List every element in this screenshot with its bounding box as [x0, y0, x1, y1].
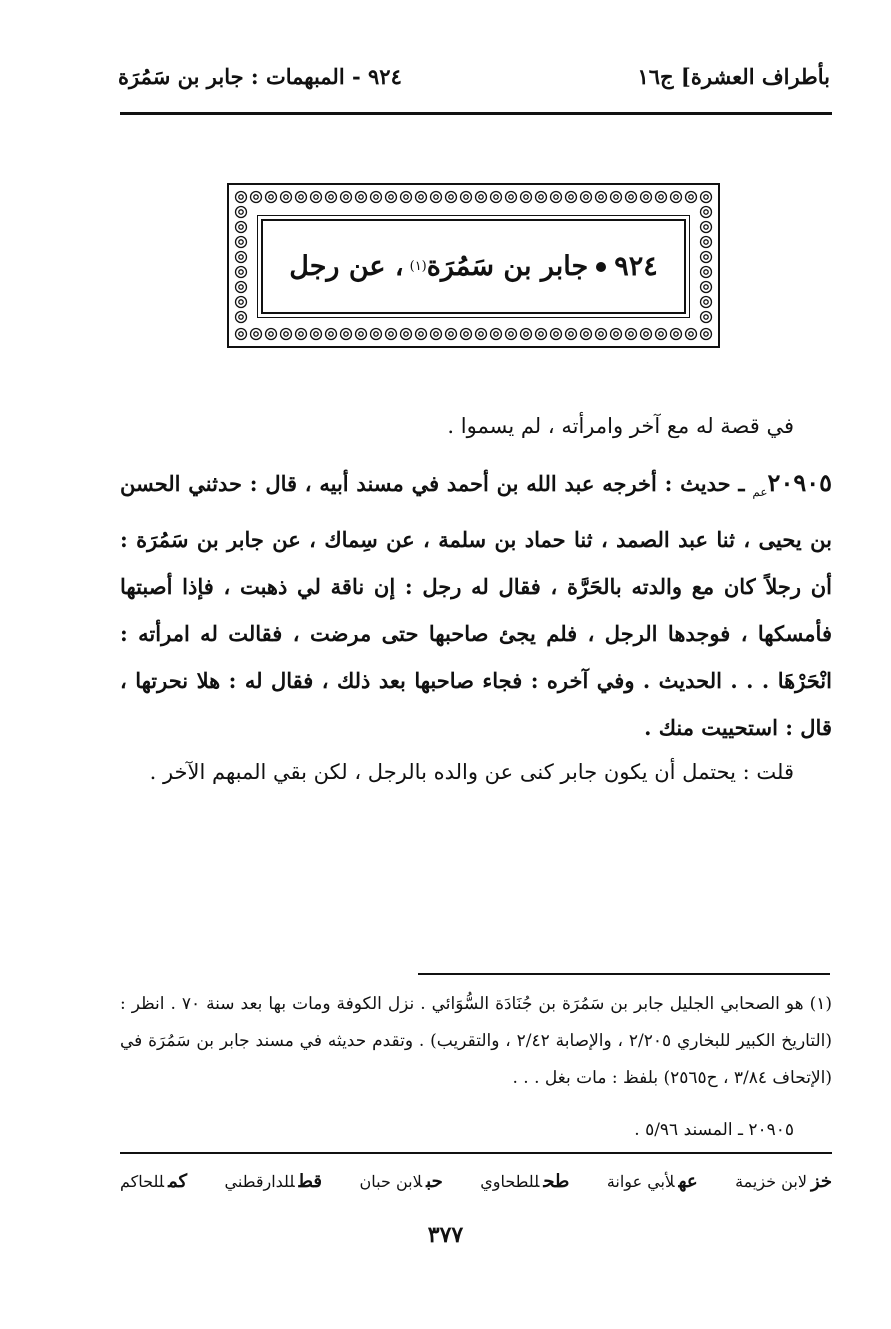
ornamental-title-frame [227, 183, 720, 348]
siglum-item: عهلأبي عوانة [606, 1170, 698, 1192]
siglum-item: حبلابن حبان [359, 1170, 443, 1192]
bullet-icon [596, 262, 606, 272]
section-number: ٩٢٤ [614, 251, 658, 282]
running-header-section: ٩٢٤ - المبهمات : جابر بن سَمُرَة [118, 63, 402, 89]
siglum-item: كمللحاكم [120, 1170, 188, 1192]
sigla-legend [120, 1163, 832, 1199]
siglum-item: طحللطحاوي [480, 1170, 570, 1192]
header-rule [120, 112, 832, 115]
section-title: ٩٢٤ جابر بن سَمُرَة (١) ، عن رجل [261, 219, 686, 314]
intro-text: في قصة له مع آخر وامرأته ، لم يسموا . [447, 414, 794, 438]
section-title-suffix: ، عن رجل [289, 251, 404, 282]
section-title-name: جابر بن سَمُرَة [426, 251, 589, 282]
footnote-text: (١) هو الصحابي الجليل جابر بن سَمُرَة بن جُنَادَة السُّوَائي . نزل الكوفة ومات بها بعد سنة ٧٠ . انظر : (التاريخ الكبير للبخاري ٢/٢٠٥ ، والإصابة ٢/٤٢ ، والتقريب) . وتقدم حديثه في مسند جابر بن سَمُرَة في (الإتحاف ٣/٨٤ ، ح٢٥٦٥) بلفظ : مات بغل . . . [120, 994, 833, 1088]
comment-text: قلت : يحتمل أن يكون جابر كنى عن والده بالرجل ، لكن بقي المبهم الآخر . [149, 760, 794, 784]
page-number: ٣٧٧ [427, 1222, 464, 1248]
running-header [118, 56, 830, 96]
footnote-rule [418, 973, 830, 975]
siglum-item: خزلابن خزيمة [735, 1170, 832, 1192]
footnote-reference: ٢٠٩٠٥ ـ المسند ٥/٩٦ . [634, 1120, 794, 1140]
hadith-paragraph [120, 459, 832, 751]
hadith-siglum: عم [752, 485, 768, 500]
running-header-book: بأطراف العشرة] ج١٦ [637, 63, 830, 89]
siglum-item: قطللدارقطني [224, 1170, 323, 1192]
hadith-number: ٢٠٩٠٥ [767, 468, 832, 497]
footer-rule [120, 1152, 832, 1154]
hadith-text: ـ حديث : أخرجه عبد الله بن أحمد في مسند أبيه ، قال : حدثني الحسن بن يحيى ، ثنا عبد الصمد ، ثنا حماد بن سلمة ، عن سِماك ، عن جابر بن سَمُرَة : أن رجلاً كان مع والدته بالحَرَّة ، فقال له رجل : إن ناقة لي ذهبت ، فإذا أصبتها فأمسكها ، فوجدها الرجل ، فلم يجئ صاحبها حتى مرضت ، فقالت له امرأته : انْحَرْهَا . . . الحديث . وفي آخره : فجاء صاحبها بعد ذلك ، فقال له : هلا نحرتها ، قال : استحييت منك . [120, 471, 832, 741]
